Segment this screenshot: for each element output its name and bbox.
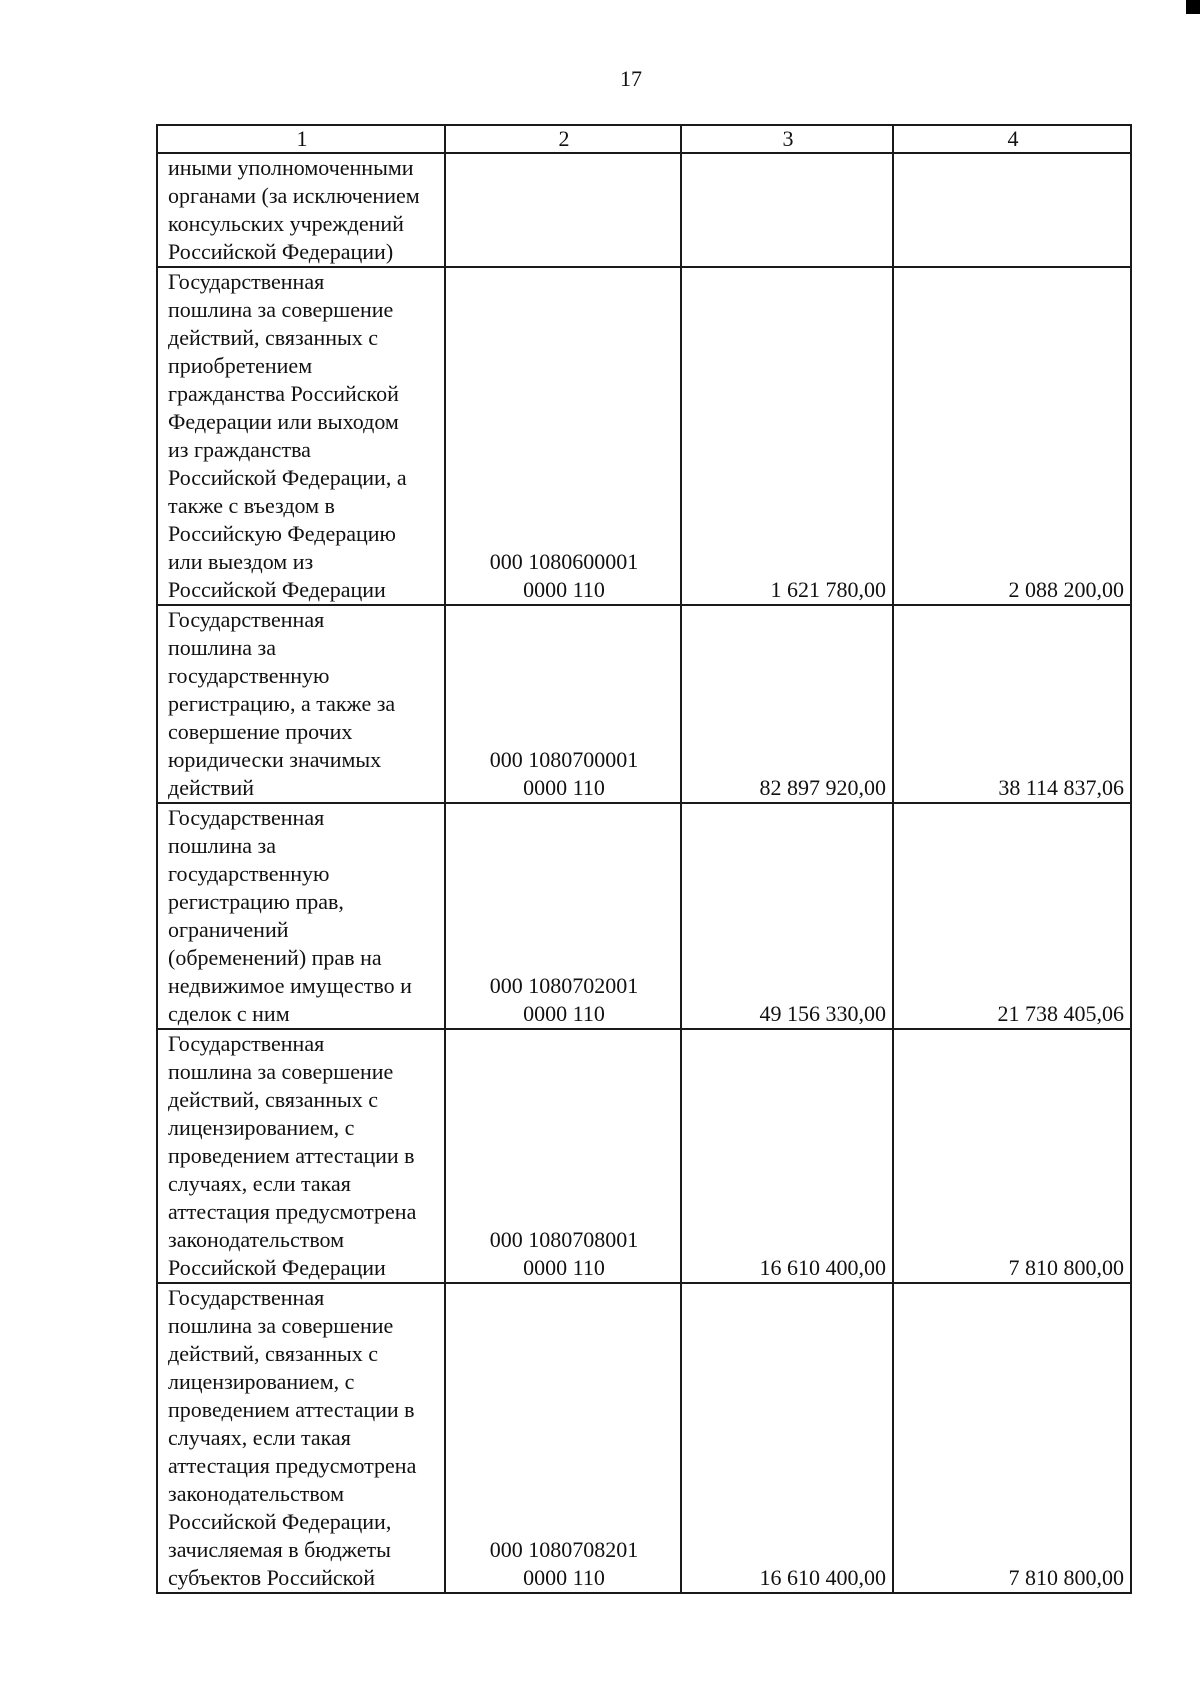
- row-code: [445, 153, 681, 267]
- row-value-plan: [681, 153, 893, 267]
- row-name: Государственная пошлина за совершение действий, связанных с приобретением гражданства Российской Федерации или выходом из гражданства Российской Федерации, а также с въездом в Российскую Федерацию или выездом из Российской Федерации: [168, 269, 407, 602]
- row-name-cell: [157, 1029, 445, 1283]
- page-number: 17: [620, 66, 642, 91]
- table-row: [157, 1283, 1131, 1593]
- row-code: 000 1080708001 0000 110: [445, 1029, 681, 1283]
- table-row: [157, 153, 1131, 267]
- row-value-plan: 16 610 400,00: [681, 1029, 893, 1283]
- table-row: [157, 1029, 1131, 1283]
- row-value-actual: 2 088 200,00: [893, 267, 1131, 605]
- row-name-cell: [157, 803, 445, 1029]
- row-value-actual: 7 810 800,00: [893, 1283, 1131, 1593]
- row-name: иными уполномоченными органами (за исключением консульских учреждений Российской Федерации): [168, 155, 420, 264]
- column-header-4: 4: [893, 125, 1131, 153]
- row-value-actual: [893, 153, 1131, 267]
- budget-revenue-table: [156, 124, 1132, 1594]
- row-code: 000 1080600001 0000 110: [445, 267, 681, 605]
- row-code: 000 1080700001 0000 110: [445, 605, 681, 803]
- column-header-1: 1: [157, 125, 445, 153]
- row-value-plan: 49 156 330,00: [681, 803, 893, 1029]
- row-name: Государственная пошлина за государственную регистрацию, а также за совершение прочих юридически значимых действий: [168, 607, 396, 800]
- column-header-3: 3: [681, 125, 893, 153]
- row-value-plan: 1 621 780,00: [681, 267, 893, 605]
- row-value-actual: 21 738 405,06: [893, 803, 1131, 1029]
- scan-corner-mark: [1186, 0, 1200, 14]
- row-name-cell: [157, 1283, 445, 1593]
- table-row: [157, 803, 1131, 1029]
- row-value-actual: 38 114 837,06: [893, 605, 1131, 803]
- row-name-cell: [157, 605, 445, 803]
- row-name: Государственная пошлина за совершение действий, связанных с лицензированием, с проведением аттестации в случаях, если такая аттестация предусмотрена законодательством Российской Федерации, зачисляемая в бюджеты субъектов Российской: [168, 1285, 417, 1590]
- row-value-plan: 82 897 920,00: [681, 605, 893, 803]
- column-header-2: 2: [445, 125, 681, 153]
- row-value-actual: 7 810 800,00: [893, 1029, 1131, 1283]
- row-name-cell: [157, 267, 445, 605]
- header-row: [157, 125, 1131, 153]
- table-row: [157, 605, 1131, 803]
- row-code: 000 1080708201 0000 110: [445, 1283, 681, 1593]
- row-value-plan: 16 610 400,00: [681, 1283, 893, 1593]
- row-name: Государственная пошлина за совершение действий, связанных с лицензированием, с проведением аттестации в случаях, если такая аттестация предусмотрена законодательством Российской Федерации: [168, 1031, 417, 1280]
- table-row: [157, 267, 1131, 605]
- row-name: Государственная пошлина за государственную регистрацию прав, ограничений (обременений) прав на недвижимое имущество и сделок с ним: [168, 805, 412, 1026]
- row-name-cell: [157, 153, 445, 267]
- row-code: 000 1080702001 0000 110: [445, 803, 681, 1029]
